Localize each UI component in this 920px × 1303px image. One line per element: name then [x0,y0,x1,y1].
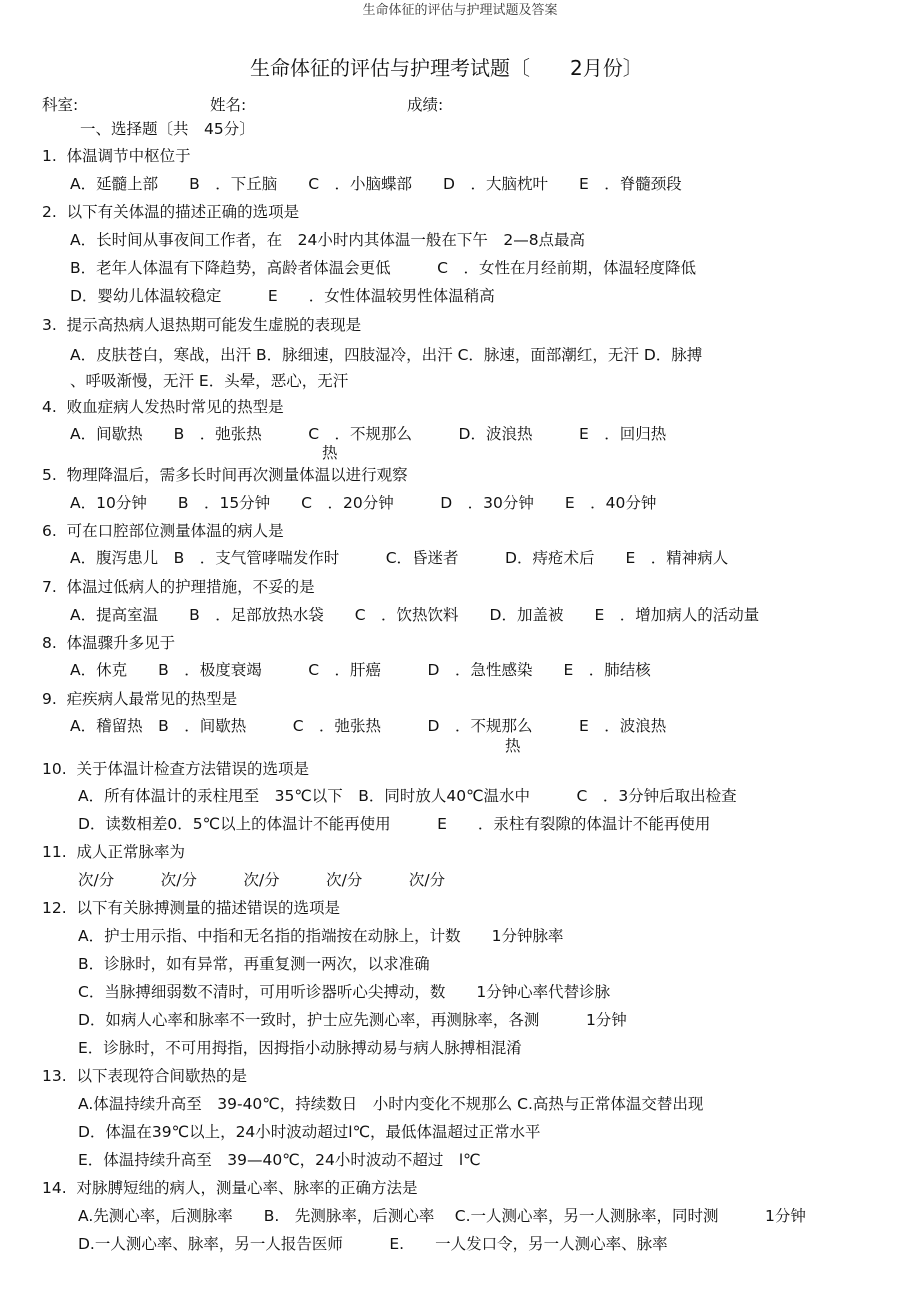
question-12-option-c: C．当脉搏细弱数不清时，可用听诊器听心尖搏动，数 1分钟心率代替诊脉 [78,983,611,1001]
exam-title: 生命体征的评估与护理考试题〔 2月份〕 [250,56,643,80]
running-header: 生命体征的评估与护理试题及答案 [362,3,558,18]
name-label: 姓名: [210,96,247,114]
question-2-option-b: B．老年人体温有下降趋势，高龄者体温会更低 C ．女性在月经前期，体温轻度降低 [70,259,696,277]
section-heading: 一、选择题〔共 45分〕 [80,120,255,138]
question-9: 9. 疟疾病人最常见的热型是 [42,690,238,708]
question-13-option-a: A.体温持续升高至 39-40℃，持续数日 小时内变化不规那么 C.高热与正常体温交替出现 [78,1095,704,1113]
question-12-option-b: B．诊脉时，如有异常，再重复测一两次，以求准确 [78,955,430,973]
question-10: 10. 关于体温计检查方法错误的选项是 [42,760,310,778]
question-3-options-cont: 、呼吸渐慢，无汗 E．头晕，恶心，无汗 [70,372,349,390]
question-14-option-a: A.先测心率，后测脉率 B. 先测脉率，后测心率 C.一人测心率，另一人测脉率，同时测 1分钟 [78,1207,806,1225]
question-2-option-a: A．长时间从事夜间工作者，在 24小时内其体温一般在下午 2—8点最高 [70,231,586,249]
question-4: 4. 败血症病人发热时常见的热型是 [42,398,284,416]
question-12-option-a: A．护士用示指、中指和无名指的指端按在动脉上，计数 1分钟脉率 [78,927,564,945]
question-12-option-e: E．诊脉时，不可用拇指，因拇指小动脉搏动易与病人脉搏相混淆 [78,1039,522,1057]
question-3: 3. 提示高热病人退热期可能发生虚脱的表现是 [42,316,362,334]
question-2: 2. 以下有关体温的描述正确的选项是 [42,203,300,221]
question-8-options: A．休克 B ．极度衰竭 C ．肝癌 D ．急性感染 E ．肺结核 [70,661,651,679]
question-9-wrap: 热 [505,737,521,755]
question-13: 13. 以下表现符合间歇热的是 [42,1067,248,1085]
question-6: 6. 可在口腔部位测量体温的病人是 [42,522,284,540]
question-12: 12. 以下有关脉搏测量的描述错误的选项是 [42,899,341,917]
question-14-option-d: D.一人测心率、脉率，另一人报告医师 E. 一人发口令，另一人测心率、脉率 [78,1235,668,1253]
dept-label: 科室: [42,96,79,114]
question-11: 11. 成人正常脉率为 [42,843,186,861]
question-11-options: 次/分 次/分 次/分 次/分 次/分 [78,871,446,889]
question-4-wrap: 热 [322,444,338,462]
question-7: 7. 体温过低病人的护理措施，不妥的是 [42,578,315,596]
question-12-option-d: D．如病人心率和脉率不一致时，护士应先测心率，再测脉率，各测 1分钟 [78,1011,627,1029]
question-13-option-d: D．体温在39℃以上，24小时波动超过l℃，最低体温超过正常水平 [78,1123,541,1141]
question-3-options: A．皮肤苍白，寒战，出汗 B．脉细速，四肢湿冷，出汗 C．脉速，面部潮红，无汗 D．脉搏 [70,346,703,364]
question-5-options: A．10分钟 B ．15分钟 C ．20分钟 D ．30分钟 E ．40分钟 [70,494,657,512]
question-8: 8. 体温骤升多见于 [42,634,176,652]
question-4-options: A．间歇热 B ．弛张热 C ．不规那么 D．波浪热 E ．回归热 [70,425,667,443]
question-6-options: A．腹泻患儿 B ．支气管哮喘发作时 C．昏迷者 D．痔疮术后 E ．精神病人 [70,549,729,567]
question-13-option-e: E．体温持续升高至 39—40℃，24小时波动不超过 l℃ [78,1151,481,1169]
question-5: 5. 物理降温后，需多长时间再次测量体温以进行观察 [42,466,408,484]
question-2-option-d: D．婴幼儿体温较稳定 E ．女性体温较男性体温稍高 [70,287,495,305]
question-14: 14. 对脉膊短绌的病人，测量心率、脉率的正确方法是 [42,1179,418,1197]
question-1: 1. 体温调节中枢位于 [42,147,191,165]
question-1-options: A．延髓上部 B ．下丘脑 C ．小脑蝶部 D ．大脑枕叶 E ．脊髓颈段 [70,175,682,193]
question-10-options-d: D．读数相差0．5℃以上的体温计不能再使用 E ．汞柱有裂隙的体温计不能再使用 [78,815,711,833]
question-10-options-a: A．所有体温计的汞柱甩至 35℃以下 B．同时放人40℃温水中 C ．3分钟后取出检查 [78,787,737,805]
question-7-options: A．提高室温 B ．足部放热水袋 C ．饮热饮料 D．加盖被 E ．增加病人的活动量 [70,606,760,624]
score-label: 成绩: [407,96,444,114]
question-9-options: A．稽留热 B ．间歇热 C ．弛张热 D ．不规那么 E ．波浪热 [70,717,667,735]
